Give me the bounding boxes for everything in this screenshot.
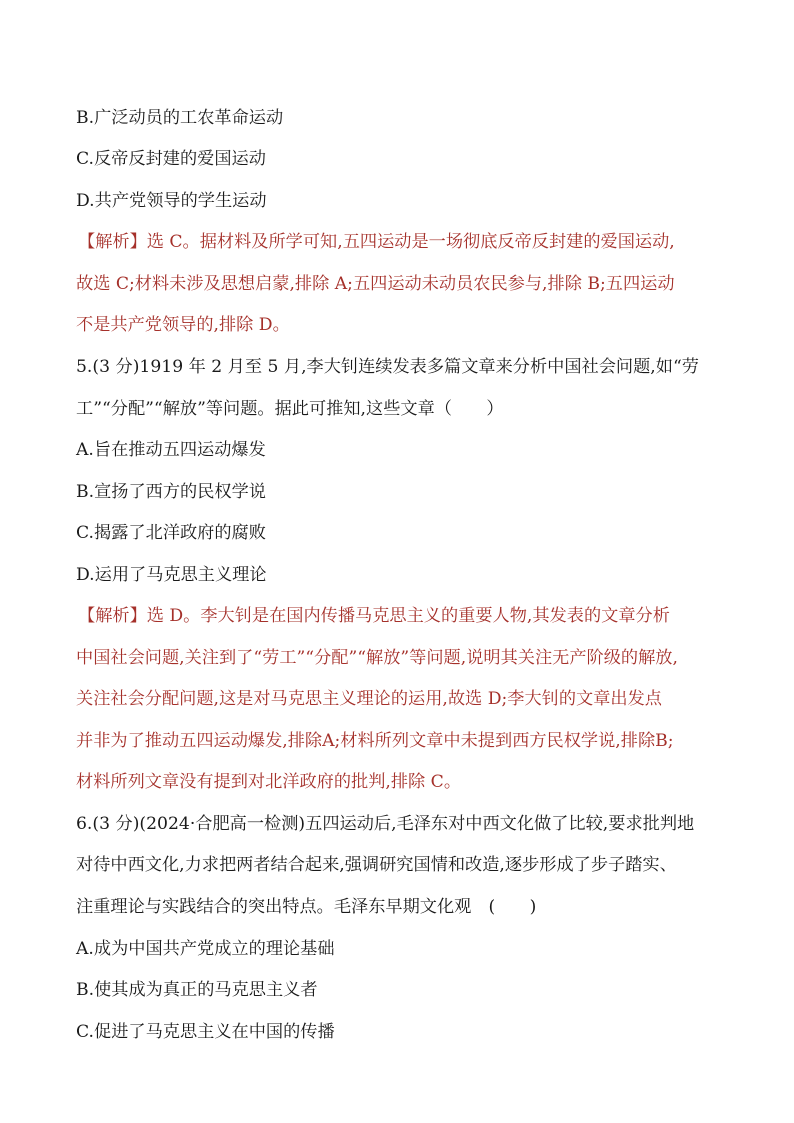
q5-option-c: C.揭露了北洋政府的腐败 xyxy=(76,523,266,543)
q5-analysis-line: 【解析】选 D。李大钊是在国内传播马克思主义的重要人物,其发表的文章分析 xyxy=(78,606,670,626)
option-d: D.共产党领导的学生运动 xyxy=(76,191,267,211)
option-b: B.广泛动员的工农革命运动 xyxy=(76,108,284,128)
q5-option-a: A.旨在推动五四运动爆发 xyxy=(76,440,266,460)
q6-option-b: B.使其成为真正的马克思主义者 xyxy=(76,980,318,1000)
question-5-stem: 5.(3 分)1919 年 2 月至 5 月,李大钊连续发表多篇文章来分析中国社会问题,如“劳 xyxy=(76,357,699,377)
q6-option-a: A.成为中国共产党成立的理论基础 xyxy=(76,939,335,959)
q5-analysis-line: 关注社会分配问题,这是对马克思主义理论的运用,故选 D;李大钊的文章出发点 xyxy=(76,689,662,709)
q5-option-d: D.运用了马克思主义理论 xyxy=(76,565,267,585)
option-c: C.反帝反封建的爱国运动 xyxy=(76,149,266,169)
analysis-line: 故选 C;材料未涉及思想启蒙,排除 A;五四运动未动员农民参与,排除 B;五四运动 xyxy=(76,274,675,294)
q6-option-c: C.促进了马克思主义在中国的传播 xyxy=(76,1022,335,1042)
question-6-stem: 注重理论与实践结合的突出特点。毛泽东早期文化观 ( ) xyxy=(76,897,537,917)
question-6-stem: 对待中西文化,力求把两者结合起来,强调研究国情和改造,逐步形成了步子踏实、 xyxy=(76,855,677,875)
q5-analysis-line: 并非为了推动五四运动爆发,排除A;材料所列文章中未提到西方民权学说,排除B; xyxy=(76,731,674,751)
q5-analysis-line: 材料所列文章没有提到对北洋政府的批判,排除 C。 xyxy=(76,772,462,792)
analysis-line: 【解析】选 C。据材料及所学可知,五四运动是一场彻底反帝反封建的爱国运动, xyxy=(78,232,675,252)
analysis-line: 不是共产党领导的,排除 D。 xyxy=(76,315,290,335)
question-6-stem: 6.(3 分)(2024·合肥高一检测)五四运动后,毛泽东对中西文化做了比较,要求批判地 xyxy=(76,814,695,834)
question-5-stem: 工”“分配”“解放”等问题。据此可推知,这些文章（ ） xyxy=(76,399,504,419)
q5-option-b: B.宣扬了西方的民权学说 xyxy=(76,482,266,502)
q5-analysis-line: 中国社会问题,关注到了“劳工”“分配”“解放”等问题,说明其关注无产阶级的解放, xyxy=(76,648,678,668)
